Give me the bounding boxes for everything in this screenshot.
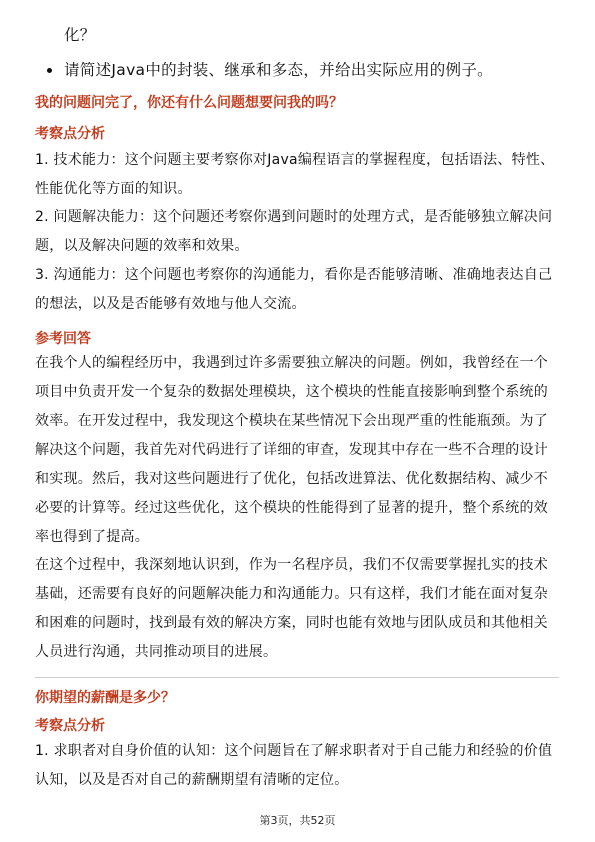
answer-line: 和实现。然后，我对这些问题进行了优化，包括改进算法、优化数据结构、减少不 [35, 471, 548, 487]
continued-text: 化？ [64, 26, 96, 44]
answer-line: 在我个人的编程经历中，我遇到过许多需要独立解决的问题。例如，我曾经在一个 [35, 355, 548, 371]
answer-line: 和困难的问题时，找到最有效的解决方案，同时也能有效地与团队成员和其他相关 [35, 615, 548, 631]
analysis-heading: 考察点分析 [35, 126, 105, 142]
analysis-line: 1. 技术能力：这个问题主要考察你对Java编程语言的掌握程度，包括语法、特性、 [35, 152, 555, 168]
question-heading: 我的问题问完了，你还有什么问题想要问我的吗？ [35, 95, 343, 111]
bullet-dot-icon [47, 68, 52, 73]
question-heading: 你期望的薪酬是多少？ [35, 690, 175, 706]
analysis-line: 1. 求职者对自身价值的认知：这个问题旨在了解求职者对于自己能力和经验的价值 [35, 743, 553, 759]
answer-line: 效率。在开发过程中，我发现这个模块在某些情况下会出现严重的性能瓶颈。为了 [35, 413, 548, 429]
analysis-line: 3. 沟通能力：这个问题也考察你的沟通能力，看你是否能够清晰、准确地表达自己 [35, 267, 553, 283]
answer-line: 率也得到了提高。 [35, 529, 149, 545]
answer-line: 必要的计算等。经过这些优化，这个模块的性能得到了显著的提升，整个系统的效 [35, 500, 548, 516]
answer-line: 项目中负责开发一个复杂的数据处理模块，这个模块的性能直接影响到整个系统的 [35, 384, 548, 400]
analysis-line: 的想法，以及是否能够有效地与他人交流。 [35, 296, 306, 312]
analysis-heading: 考察点分析 [35, 718, 105, 734]
answer-line: 在这个过程中，我深刻地认识到，作为一名程序员，我们不仅需要掌握扎实的技术 [35, 557, 548, 573]
section-divider [35, 677, 559, 678]
bullet-item: 请简述Java中的封装、继承和多态，并给出实际应用的例子。 [64, 61, 493, 79]
page-number: 第3页，共52页 [259, 814, 336, 827]
answer-line: 人员进行沟通，共同推动项目的进展。 [35, 644, 278, 660]
analysis-line: 题，以及解决问题的效率和效果。 [35, 238, 249, 254]
analysis-line: 认知，以及是否对自己的薪酬期望有清晰的定位。 [35, 772, 349, 788]
analysis-line: 性能优化等方面的知识。 [35, 181, 192, 197]
analysis-line: 2. 问题解决能力：这个问题还考察你遇到问题时的处理方式，是否能够独立解决问 [35, 209, 553, 225]
answer-heading: 参考回答 [35, 331, 91, 347]
answer-line: 解决这个问题，我首先对代码进行了详细的审查，发现其中存在一些不合理的设计 [35, 442, 548, 458]
answer-line: 基础，还需要有良好的问题解决能力和沟通能力。只有这样，我们才能在面对复杂 [35, 586, 548, 602]
